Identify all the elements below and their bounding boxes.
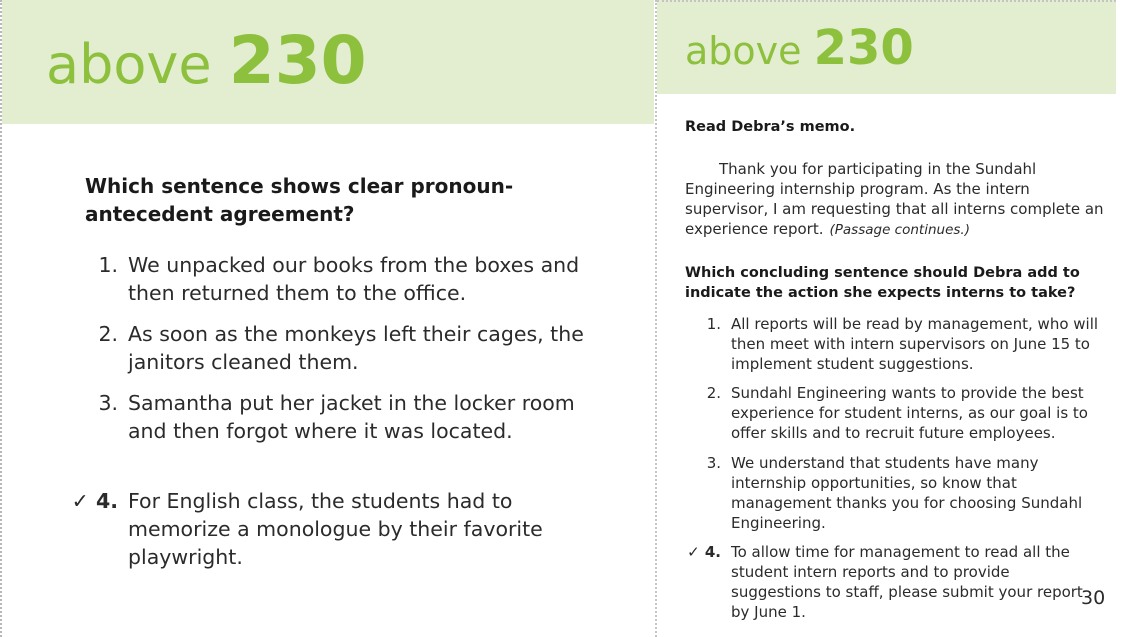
memo-heading: Read Debra’s memo.: [685, 119, 856, 135]
right-option-text: To allow time for management to read all the student intern reports and to provide suggestions to staff, please submit your report by June 1.: [731, 543, 1083, 621]
left-option-text: For English class, the students had to memorize a monologue by their favorite playwright.: [128, 489, 543, 569]
left-option-number-checked: ✓ 4.: [71, 489, 118, 513]
left-option-text: Samantha put her jacket in the locker room and then forgot where it was located.: [128, 391, 575, 443]
right-question: Which concluding sentence should Debra add to indicate the action she expects interns to take?: [685, 265, 1080, 301]
left-option-number: 2.: [98, 322, 118, 346]
right-option-number: 1.: [706, 315, 721, 333]
left-slide-title: [46, 22, 367, 99]
right-slide: [655, 0, 1124, 637]
memo-body: [685, 159, 1115, 240]
left-title-word: above: [46, 33, 212, 96]
memo-text: Thank you for participating in the Sundahl Engineering internship program. As the intern supervisor, I am requesting that all interns complete an experience report.: [685, 160, 1104, 238]
left-option-text: As soon as the monkeys left their cages, the janitors cleaned them.: [128, 322, 584, 374]
right-option-text: All reports will be read by management, who will then meet with intern supervisors on June 15 to implement student suggestions.: [731, 315, 1099, 373]
right-title-word: above: [685, 29, 802, 73]
right-option-text: Sundahl Engineering wants to provide the best experience for student interns, as our goal is to offer skills and to recruit future employees.: [731, 384, 1088, 442]
right-option-text: We understand that students have many internship opportunities, so know that management thanks you for choosing Sundahl Engineering.: [731, 454, 1083, 532]
left-option-number: 3.: [98, 391, 118, 415]
left-option-number: 1.: [98, 253, 118, 277]
right-title-number: 230: [813, 20, 914, 76]
right-slide-title: [685, 20, 914, 76]
right-option-number: 3.: [706, 454, 721, 472]
left-title-number: 230: [228, 22, 367, 99]
memo-continuation: (Passage continues.): [829, 222, 970, 238]
right-option-number: 2.: [706, 384, 721, 402]
left-option-text: We unpacked our books from the boxes and then returned them to the office.: [128, 253, 580, 305]
left-question: Which sentence shows clear pronoun-antecedent agreement?: [85, 174, 514, 226]
right-option-number-checked: ✓ 4.: [687, 543, 721, 561]
page-number: 30: [1081, 587, 1106, 609]
